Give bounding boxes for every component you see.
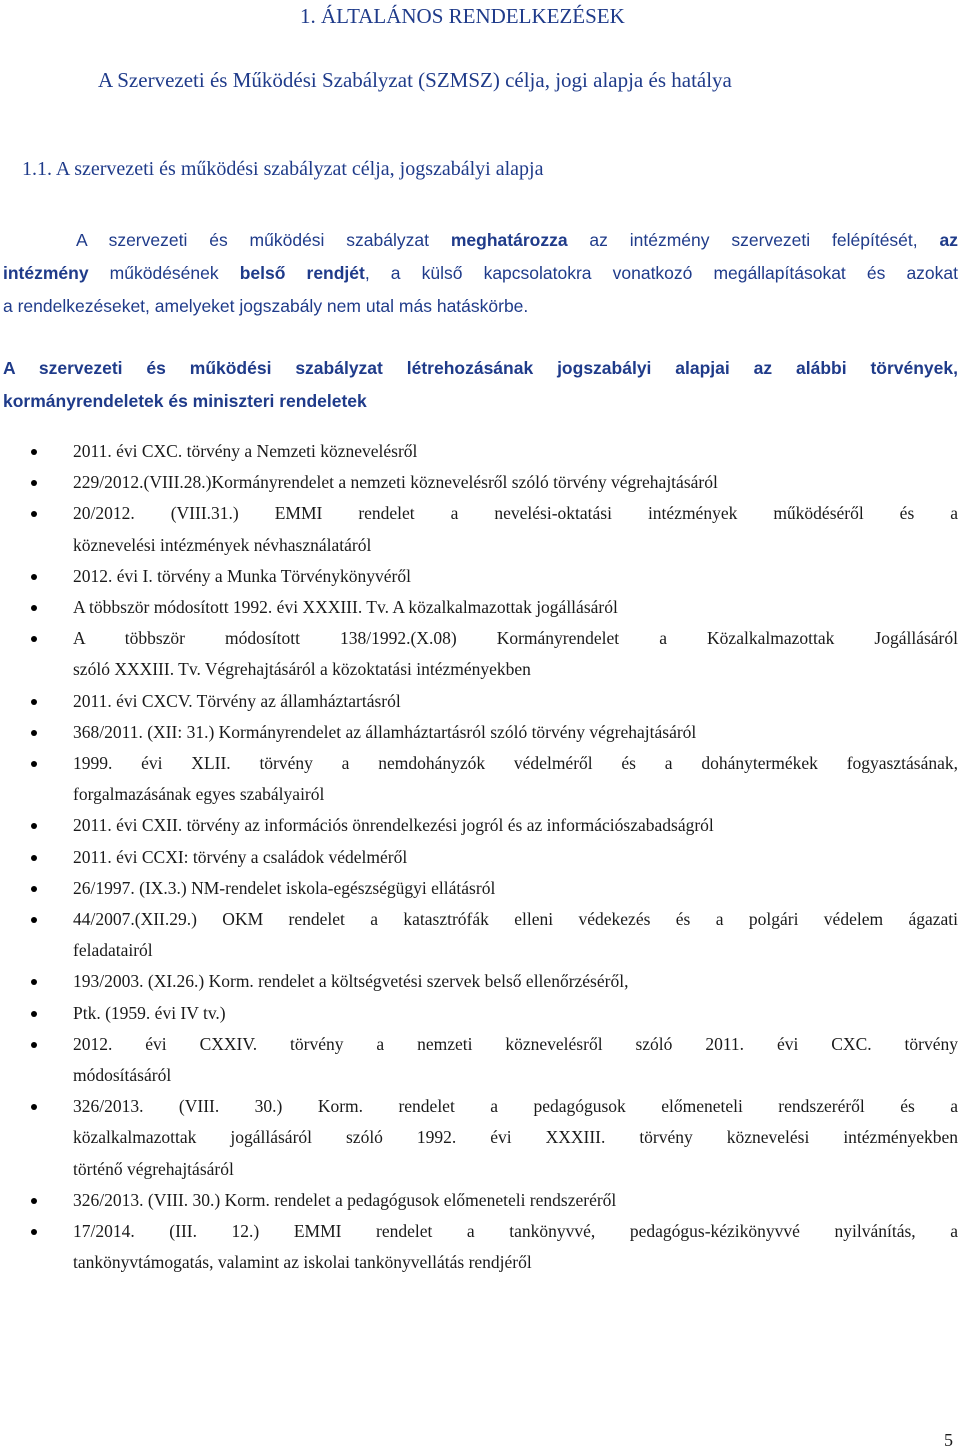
list-item-text: 2012. évi I. törvény a Munka Törvénykönyvéről [73,565,411,586]
list-item-text: közalkalmazottak jogállásáról szóló 1992. évi XXXIII. törvény köznevelési intézményekben [73,1127,958,1148]
list-item [0,561,958,592]
list-item [0,467,958,498]
list-item-text: 2011. évi CCXI: törvény a családok védelméről [73,846,408,867]
bullet-icon [31,730,37,736]
list-item [0,436,958,467]
list-item-text: 2012. évi CXXIV. törvény a nemzeti köznevelésről szóló 2011. évi CXC. törvény [73,1033,958,1054]
bullet-icon [31,855,37,861]
legal-basis-line-2: kormányrendeletek és miniszteri rendeletek [3,391,367,411]
bullet-icon [31,1011,37,1017]
list-item-text: 368/2011. (XII: 31.) Kormányrendelet az államháztartásról szóló törvény végrehajtásáról [73,721,697,742]
bullet-icon [31,979,37,985]
list-item [0,873,958,904]
list-item-text: 26/1997. (IX.3.) NM-rendelet iskola-egészségügyi ellátásról [73,877,496,898]
list-item-text: Ptk. (1959. évi IV tv.) [73,1002,226,1023]
intro-line-1: A szervezeti és működési szabályzat meghatározza az intézmény szervezeti felépítését, az [76,230,958,250]
list-item-text: 229/2012.(VIII.28.)Kormányrendelet a nemzeti köznevelésről szóló törvény végrehajtásáról [73,472,718,493]
laws-list [0,436,958,1278]
list-item-text: A többször módosított 1992. évi XXXIII. Tv. A közalkalmazottak jogállásáról [73,597,618,618]
list-item [0,998,958,1029]
intro-line-2: intézmény működésének belső rendjét, a külső kapcsolatokra vonatkozó megállapításokat és azokat [3,263,958,283]
bullet-icon [31,917,37,923]
list-item [0,842,958,873]
bullet-icon [31,823,37,829]
intro-paragraph [3,224,958,323]
list-item-text: köznevelési intézmények névhasználatáról [73,534,372,555]
bullet-icon [31,1042,37,1048]
list-item-text: 2011. évi CXC. törvény a Nemzeti köznevelésről [73,441,418,461]
list-item [0,1091,958,1185]
subsection-heading: 1.1. A szervezeti és működési szabályzat célja, jogszabályi alapja [22,158,544,180]
list-item [0,623,958,685]
list-item-text: feladatairól [73,940,153,961]
bullet-icon [31,511,37,517]
list-item-text: 326/2013. (VIII. 30.) Korm. rendelet a pedagógusok előmeneteli rendszeréről és a [73,1096,958,1117]
list-item [0,686,958,717]
list-item-text: módosításáról [73,1065,172,1086]
list-item [0,810,958,841]
list-item [0,1029,958,1091]
list-item-text: tankönyvtámogatás, valamint az iskolai tankönyvellátás rendjéről [73,1252,532,1273]
list-item-text: A többször módosított 138/1992.(X.08) Kormányrendelet a Közalkalmazottak Jogállásáról [73,628,958,649]
bullet-icon [31,605,37,611]
list-item [0,1216,958,1278]
document-subtitle: A Szervezeti és Működési Szabályzat (SZMSZ) célja, jogi alapja és hatálya [98,68,732,92]
intro-line-3: a rendelkezéseket, amelyeket jogszabály nem utal más hatáskörbe. [3,296,529,316]
list-item-text: szóló XXXIII. Tv. Végrehajtásáról a közoktatási intézményekben [73,659,531,680]
section-heading: 1. ÁLTALÁNOS RENDELKEZÉSEK [300,4,625,28]
list-item [0,1185,958,1216]
list-item [0,966,958,997]
bullet-icon [31,1229,37,1235]
list-item [0,748,958,810]
list-item-text: 2011. évi CXII. törvény az információs önrendelkezési jogról és az információszabadságról [73,815,714,836]
legal-basis-paragraph [3,352,958,418]
list-item-text: történő végrehajtásáról [73,1158,234,1179]
list-item-text: 326/2013. (VIII. 30.) Korm. rendelet a pedagógusok előmeneteli rendszeréről [73,1189,617,1210]
list-item-text: 2011. évi CXCV. Törvény az államháztartásról [73,690,401,711]
bullet-icon [31,449,37,455]
bullet-icon [31,480,37,486]
bullet-icon [31,761,37,767]
list-item-text: 20/2012. (VIII.31.) EMMI rendelet a nevelési-oktatási intézmények működéséről és a [73,503,958,524]
list-item-text: 1999. évi XLII. törvény a nemdohányzók védelméről és a dohánytermékek fogyasztásának, [73,753,958,774]
list-item-text: 193/2003. (XI.26.) Korm. rendelet a költségvetési szervek belső ellenőrzéséről, [73,971,629,992]
bullet-icon [31,1104,37,1110]
list-item-text: 17/2014. (III. 12.) EMMI rendelet a tankönyvvé, pedagógus-kézikönyvvé nyilvánítás, a [73,1221,958,1242]
page-number: 5 [944,1430,953,1450]
list-item-text: forgalmazásának egyes szabályairól [73,784,325,805]
list-item-text: 44/2007.(XII.29.) OKM rendelet a katasztrófák elleni védekezés és a polgári védelem ágazati [73,909,958,930]
legal-basis-line-1: A szervezeti és működési szabályzat létrehozásának jogszabályi alapjai az alábbi törvények, [3,358,958,378]
bullet-icon [31,699,37,705]
bullet-icon [31,574,37,580]
list-item [0,592,958,623]
list-item [0,717,958,748]
bullet-icon [31,1198,37,1204]
bullet-icon [31,886,37,892]
bullet-icon [31,636,37,642]
list-item [0,904,958,966]
list-item [0,498,958,560]
